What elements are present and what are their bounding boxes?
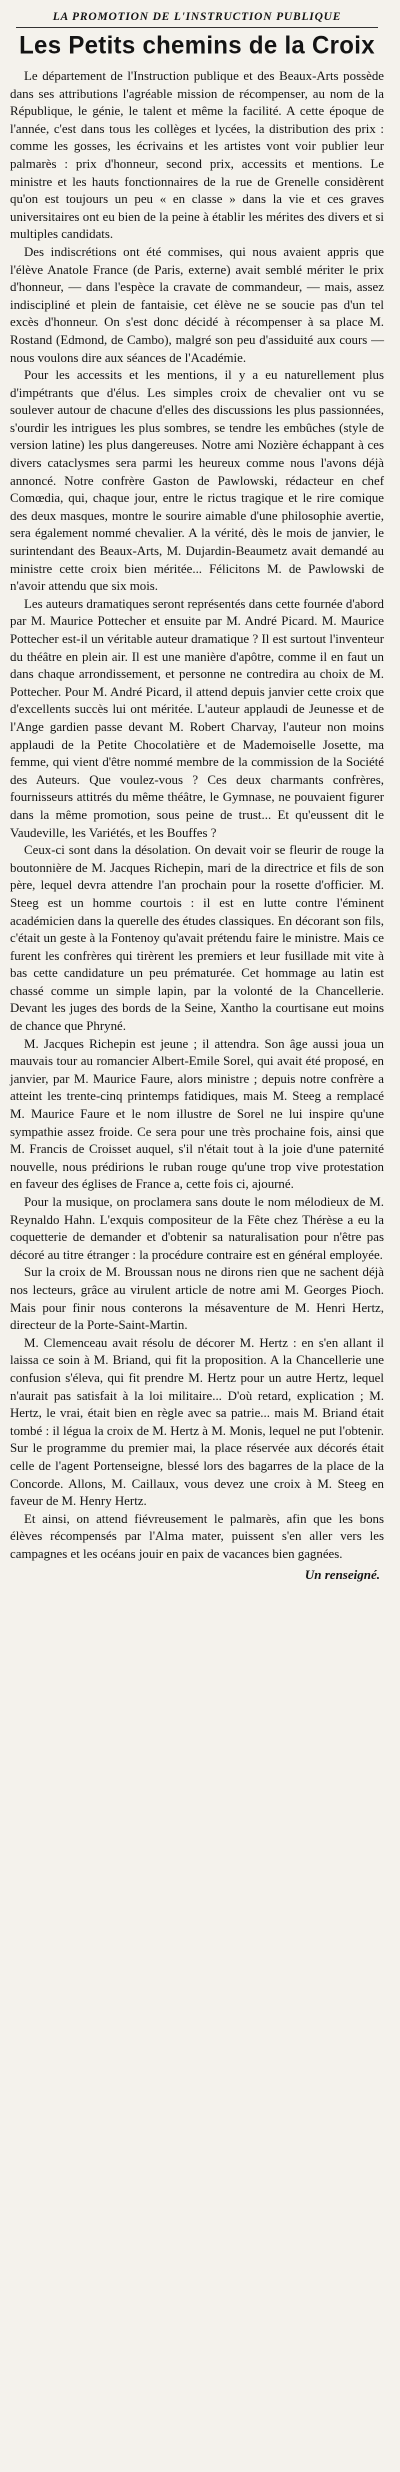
paragraph-2: Des indiscrétions ont été commises, qui nous avaient appris que l'élève Anatole France (de Paris, externe) avait semblé mériter le prix d'honneur, — dans l'espèce la cravate de commandeur, — mais, assez indiscipliné et plein de fantaisie, cet élève ne se soucie pas d'un tel excès d'honneur. On s'est donc décidé à récompenser à sa place M. Rostand (Edmond, de Cambo), malgré son peu d'assiduité aux cours — nous voulons dire aux séances de l'Académie.: [10, 244, 384, 365]
paragraph-3: Pour les accessits et les mentions, il y a eu naturellement plus d'impétrants que d'élus. Les simples croix de chevalier ont vu se soulever autour de chacune d'elles des discussions les plus passionnées, s'ourdir les intrigues les plus sombres, se tendre les embûches (style de version latine) les plus dangereuses. Notre ami Nozière échappant à ces divers cataclysmes sera parmi les heureux comme nous l'avons déjà annoncé. Notre confrère Gaston de Pawlowski, rédacteur en chef Comœdia, qui, chaque jour, entre le rictus tragique et le rire comique des deux masques, montre le sourire aimable d'une philosophie avertie, sera également nommé chevalier. A la vérité, dès le mois de janvier, le surintendant des Beaux-Arts, M. Dujardin-Beaumetz avait demandé au ministre cette croix bien méritée... Félicitons M. de Pawlowski de n'avoir attendu que six mois.: [10, 368, 384, 594]
article-title: Les Petits chemins de la Croix: [19, 31, 375, 60]
paragraph-5: Ceux-ci sont dans la désolation. On devait voir se fleurir de rouge la boutonnière de M. Jacques Richepin, mari de la directrice et fils de son père, lequel devra attendre l'an prochain pour la rosette d'officier. M. Steeg est un homme courtois : il est en lutte contre l'éminent académicien dans la querelle des études classiques. En décorant son fils, c'était un geste à la Fontenoy qu'avait prétendu faire le ministre. Mais ce furent les confrères qui tirèrent les premiers et leur fusillade mit vite à bas cette candidature un peu prématurée. Cet hommage au latin est chassé comme un simple lapin, par la volonté de la Chancellerie. Devant les juges des bords de la Seine, Xantho la courtisane eut moins de chance que Phryné.: [10, 843, 384, 1034]
paragraph-1: Le département de l'Instruction publique et des Beaux-Arts possède dans ses attributions l'agréable mission de récompenser, au nom de la République, le génie, le talent et même la facilité. A cette époque de l'année, c'est dans tous les collèges et lycées, la distribution des prix : comme les gosses, les écrivains et les artistes vont voir publier leur palmarès : prix d'honneur, second prix, accessits et mentions. Le ministre et les hauts fonctionnaires de la rue de Grenelle considèrent qu'on est toujours un peu « en classe » dans la vie et ces graves universitaires ont eu bien de la peine à établir les mérites des divers et si multiples candidats.: [10, 69, 384, 242]
paragraph-9: M. Clemenceau avait résolu de décorer M. Hertz : en s'en allant il laissa ce soin à M. Briand, qui fit la proposition. A la Chancellerie une confusion s'éleva, qui fit prendre M. Hertz pour un autre Hertz, lequel n'aurait pas satisfait à la loi militaire... D'où retard, explication ; M. Hertz, le vrai, était bien en règle avec sa patrie... mais M. Briand était tombé : il légua la croix de M. Hertz à M. Monis, lequel ne put l'obtenir. Sur le programme du premier mai, la place réservée aux décorés était celle de l'agent Portenseigne, blessé lors des bagarres de la place de la Concorde. Allons, M. Caillaux, vous devez une croix à M. Steeg en faveur de M. Henry Hertz.: [10, 1335, 384, 1509]
paragraph-7: Pour la musique, on proclamera sans doute le nom mélodieux de M. Reynaldo Hahn. L'exquis compositeur de la Fête chez Thérèse a eu la coquetterie de demander et d'obtenir sa naturalisation pour n'être pas décoré au titre étranger : la procédure contraire est en général employée.: [10, 1195, 384, 1262]
article-signature: Un renseigné.: [304, 1567, 380, 1583]
paragraph-10: Et ainsi, on attend fiévreusement le palmarès, afin que les bons élèves récompensés par l'Alma mater, puissent s'en aller vers les campagnes et les océans jouir en paix de vacances bien gagnées.: [10, 1511, 384, 1561]
paragraph-4: Les auteurs dramatiques seront représentés dans cette fournée d'abord par M. Maurice Pottecher et ensuite par M. André Picard. M. Maurice Pottecher est-il un véritable auteur dramatique ? Il est surtout l'inventeur du théâtre en plein air. Il est une manière d'apôtre, comme il en faut un dans chaque arrondissement, et personne ne contredira au choix de M. Pottecher. Pour M. André Picard, il attend depuis janvier cette croix que d'excellents succès lui ont méritée. L'auteur applaudi de Jeunesse et de l'Ange gardien passe devant M. Robert Charvay, l'auteur non moins applaudi de la Petite Chocolatière et de Mademoiselle Josette, ma femme, qui vient d'être nommé membre de la commission de la Société des Auteurs. Que voulez-vous ? Ces deux charmants confrères, fournisseurs attitrés du même théâtre, le Gymnase, ne pouvaient figurer dans la même promotion, sous peine de trust... Et qu'eussent dit le Vaudeville, les Variétés, et les Bouffes ?: [10, 596, 384, 840]
article-body: [10, 68, 384, 1583]
section-kicker: LA PROMOTION DE L'INSTRUCTION PUBLIQUE: [52, 11, 342, 23]
divider-rule: [16, 27, 378, 28]
paragraph-6: M. Jacques Richepin est jeune ; il attendra. Son âge aussi joua un mauvais tour au romancier Albert-Emile Sorel, qui avait été proposé, en janvier, par M. Maurice Faure, alors ministre ; depuis notre confrère a atteint les trente-cinq printemps fatidiques, mais M. Steeg a remplacé M. Maurice Faure et le nom illustre de Sorel ne lui inspire qu'une sympathie assez froide. Ce sera pour une très prochaine fois, ainsi que M. Francis de Croisset auquel, s'il n'était tout à la joie d'une paternité nouvelle, nous prédirions le ruban rouge qu'une trop vive protestation en faveur des églises de France a, cette fois ci, ajourné.: [10, 1036, 384, 1192]
paragraph-8: Sur la croix de M. Broussan nous ne dirons rien que ne sachent déjà nos lecteurs, grâce au virulent article de notre ami M. Georges Pioch. Mais pour finir nous conterons la mésaventure de M. Henri Hertz, directeur de la Porte-Saint-Martin.: [10, 1265, 384, 1333]
